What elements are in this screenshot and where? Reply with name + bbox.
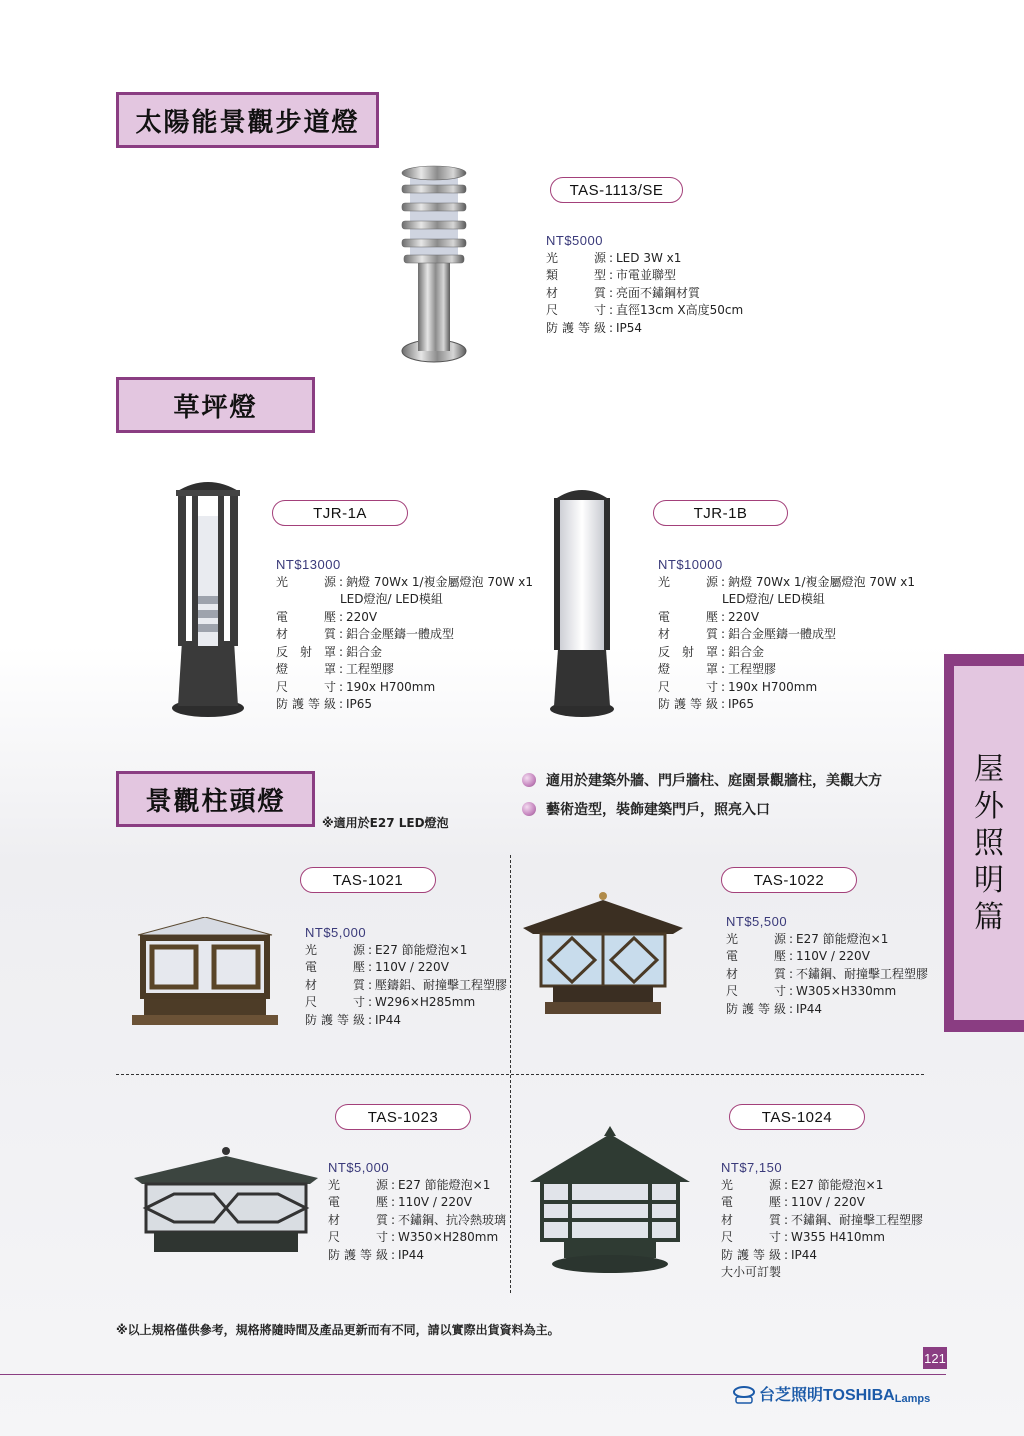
- model-label: TAS-1021: [300, 867, 436, 893]
- spec-label: 尺寸: [305, 995, 365, 1009]
- side-tab-char: 明: [974, 862, 1004, 898]
- model-label: TAS-1023: [335, 1104, 471, 1130]
- price: NT$5,000: [305, 925, 367, 940]
- spec-value: 市電並聯型: [616, 268, 677, 282]
- spec-label: 防護等級: [276, 697, 336, 711]
- spec-value: 110V / 220V: [791, 1195, 865, 1209]
- spec-label: 尺寸: [721, 1230, 781, 1244]
- spec-row: 尺寸 : W296×H285mm: [305, 994, 507, 1012]
- section-title-text: 景觀柱頭燈: [145, 786, 286, 817]
- spec-row: 尺寸 : W305×H330mm: [726, 983, 928, 1001]
- spec-label: 光源: [305, 942, 365, 957]
- spec-row: 電壓 : 110V / 220V: [328, 1194, 506, 1212]
- bullet-text: 適用於建築外牆、門戶牆柱、庭園景觀牆柱，美觀大方: [546, 773, 882, 789]
- spec-label: 防護等級: [305, 1012, 365, 1027]
- product-image-tas1022: [523, 890, 683, 1016]
- spec-label: 光源: [328, 1177, 388, 1192]
- spec-block-tjr1b: [658, 556, 915, 714]
- spec-row: 材質 : 不鏽鋼、耐撞擊工程塑膠: [721, 1212, 923, 1230]
- grid-divider-horizontal: [116, 1074, 924, 1075]
- spec-row: 光源 : E27 節能燈泡×1: [721, 1177, 923, 1195]
- spec-label: 材質: [726, 966, 786, 981]
- spec-row: 材質 : 不鏽鋼、抗冷熱玻璃: [328, 1212, 506, 1230]
- spec-row: 防護等級 : IP44: [305, 1012, 507, 1030]
- feature-bullet: [522, 799, 770, 819]
- spec-value: 壓鑄鋁、耐撞擊工程塑膠: [375, 977, 508, 992]
- spec-value: 鈉燈 70Wx 1/複金屬燈泡 70W x1: [346, 574, 534, 589]
- product-image-tas1021: [130, 917, 280, 1029]
- spec-row: 光源 : 鈉燈 70Wx 1/複金屬燈泡 70W x1: [658, 574, 915, 592]
- spec-value-continued: LED燈泡/ LED模組: [340, 592, 443, 606]
- spec-value: 190x H700mm: [728, 679, 818, 694]
- brand-logo: [733, 1382, 930, 1405]
- spec-row: 類型 : 市電並聯型: [546, 267, 743, 285]
- spec-value: 不鏽鋼、抗冷熱玻璃: [398, 1212, 507, 1227]
- feature-bullet: [522, 770, 882, 790]
- spec-row: 電壓 : 220V: [276, 609, 533, 627]
- spec-row: 防護等級 : IP44: [721, 1247, 923, 1265]
- spec-block-tas1113: [546, 232, 743, 337]
- page-number: 121: [923, 1347, 947, 1369]
- spec-row: 電壓 : 110V / 220V: [305, 959, 507, 977]
- spec-label: 尺寸: [658, 679, 718, 694]
- price: NT$10000: [658, 557, 723, 572]
- spec-row: 電壓 : 220V: [658, 609, 915, 627]
- footer-rule: [0, 1374, 946, 1375]
- section-title-text: 草坪燈: [173, 392, 258, 423]
- spec-label: 尺寸: [328, 1230, 388, 1244]
- price: NT$5,500: [726, 914, 788, 929]
- price: NT$7,150: [721, 1160, 783, 1175]
- spec-row: 尺寸 : 190x H700mm: [658, 679, 915, 697]
- model-label: TAS-1024: [729, 1104, 865, 1130]
- spec-label: 光源: [721, 1177, 781, 1192]
- spec-value: 不鏽鋼、耐撞擊工程塑膠: [796, 966, 929, 981]
- model-label: TAS-1113/SE: [550, 177, 683, 203]
- price: NT$5,000: [328, 1160, 390, 1175]
- side-tab-char: 照: [974, 825, 1004, 861]
- spec-extra-note: 大小可訂製: [721, 1265, 782, 1279]
- product-image-tas1113: [392, 163, 476, 365]
- spec-value: 工程塑膠: [346, 662, 395, 676]
- spec-block-tas1022: [726, 913, 928, 1018]
- spec-value: LED 3W x1: [616, 250, 682, 265]
- spec-value: 110V / 220V: [398, 1195, 472, 1209]
- spec-label: 尺寸: [546, 303, 606, 317]
- spec-row: 電壓 : 110V / 220V: [726, 948, 928, 966]
- spec-value: 工程塑膠: [728, 662, 777, 676]
- spec-label: 防護等級: [546, 320, 606, 335]
- spec-value: W296×H285mm: [375, 995, 476, 1009]
- spec-label: 材質: [305, 977, 365, 992]
- product-image-tas1023: [134, 1146, 318, 1256]
- price: NT$5000: [546, 233, 603, 248]
- section-title-text: 太陽能景觀步道燈: [135, 107, 360, 138]
- spec-value: IP65: [728, 697, 755, 711]
- price: NT$13000: [276, 557, 341, 572]
- spec-label: 電壓: [328, 1195, 388, 1209]
- spec-row: 反射罩 : 鋁合金: [658, 644, 915, 662]
- brand-mark-icon: [733, 1385, 755, 1405]
- section-title-solar: [116, 92, 379, 148]
- spec-value: W350×H280mm: [398, 1230, 499, 1244]
- spec-label: 材質: [721, 1212, 781, 1227]
- spec-label: 尺寸: [726, 984, 786, 998]
- model-label: TAS-1022: [721, 867, 857, 893]
- spec-label: 類型: [546, 268, 606, 282]
- product-image-tas1024: [530, 1126, 690, 1276]
- spec-value: IP44: [375, 1012, 402, 1027]
- spec-label: 防護等級: [721, 1247, 781, 1262]
- spec-value: 直徑13cm X高度50cm: [616, 303, 744, 317]
- spec-value: 亮面不鏽鋼材質: [616, 285, 701, 300]
- spec-block-tas1023: [328, 1159, 506, 1264]
- product-image-tjr1a: [168, 476, 248, 718]
- spec-value: 鋁合金壓鑄一體成型: [728, 627, 837, 641]
- spec-row: 燈罩 : 工程塑膠: [276, 661, 533, 679]
- spec-row: 電壓 : 110V / 220V: [721, 1194, 923, 1212]
- spec-label: 電壓: [721, 1195, 781, 1209]
- model-label: TJR-1A: [272, 500, 408, 526]
- product-image-tjr1b: [548, 484, 616, 718]
- spec-value: IP44: [398, 1247, 425, 1262]
- spec-label: 防護等級: [658, 697, 718, 711]
- spec-label: 材質: [328, 1212, 388, 1227]
- spec-row: 尺寸 : W350×H280mm: [328, 1229, 506, 1247]
- spec-block-tjr1a: [276, 556, 533, 714]
- brand-name-en: TOSHIBA: [823, 1387, 895, 1404]
- spec-label: 光源: [546, 250, 606, 265]
- spec-label: 材質: [658, 627, 718, 641]
- spec-row: 尺寸 : 直徑13cm X高度50cm: [546, 302, 743, 320]
- spec-row: 材質 : 不鏽鋼、耐撞擊工程塑膠: [726, 966, 928, 984]
- side-tab: [944, 654, 1024, 1032]
- spec-value: E27 節能燈泡×1: [791, 1177, 884, 1192]
- footer-note: ※以上規格僅供參考，規格將隨時間及產品更新而有不同，請以實際出貨資料為主。: [116, 1323, 560, 1337]
- spec-label: 反射罩: [276, 644, 336, 659]
- spec-block-tas1021: [305, 924, 507, 1029]
- brand-name-cn: 台芝照明: [759, 1385, 824, 1404]
- brand-suffix: Lamps: [894, 1393, 931, 1405]
- spec-label: 燈罩: [658, 662, 718, 676]
- spec-row: 材質 : 亮面不鏽鋼材質: [546, 285, 743, 303]
- spec-row: 防護等級 : IP44: [328, 1247, 506, 1265]
- spec-value: IP54: [616, 320, 643, 335]
- spec-label: 防護等級: [726, 1001, 786, 1016]
- spec-value: 110V / 220V: [375, 960, 449, 974]
- spec-label: 尺寸: [276, 679, 336, 694]
- spec-value-continued: LED燈泡/ LED模組: [722, 592, 825, 606]
- spec-label: 防護等級: [328, 1247, 388, 1262]
- spec-value: 鋁合金: [728, 644, 765, 659]
- spec-label: 電壓: [658, 609, 718, 624]
- spec-row: 燈罩 : 工程塑膠: [658, 661, 915, 679]
- side-tab-char: 屋: [974, 751, 1004, 787]
- spec-label: 電壓: [276, 609, 336, 624]
- spec-value: IP44: [791, 1247, 818, 1262]
- spec-row: 光源 : LED 3W x1: [546, 250, 743, 268]
- spec-label: 材質: [546, 285, 606, 300]
- spec-value: 鋁合金: [346, 644, 383, 659]
- model-label: TJR-1B: [653, 500, 788, 526]
- spec-label: 電壓: [305, 960, 365, 974]
- spec-label: 光源: [726, 931, 786, 946]
- spec-value: W355 H410mm: [791, 1230, 885, 1244]
- spec-value: IP65: [346, 697, 373, 711]
- bullet-text: 藝術造型，裝飾建築門戶，照亮入口: [546, 802, 770, 818]
- spec-value: IP44: [796, 1001, 823, 1016]
- spec-row: 尺寸 : 190x H700mm: [276, 679, 533, 697]
- section-title-pillar: [116, 771, 315, 827]
- spec-row: 材質 : 鋁合金壓鑄一體成型: [276, 626, 533, 644]
- spec-value: 190x H700mm: [346, 679, 436, 694]
- spec-label: 反射罩: [658, 644, 718, 659]
- spec-value: 110V / 220V: [796, 949, 870, 963]
- spec-row: 材質 : 壓鑄鋁、耐撞擊工程塑膠: [305, 977, 507, 995]
- spec-row: 材質 : 鋁合金壓鑄一體成型: [658, 626, 915, 644]
- spec-block-tas1024: [721, 1159, 923, 1282]
- spec-row: 反射罩 : 鋁合金: [276, 644, 533, 662]
- bullet-icon: [522, 802, 536, 816]
- spec-label: 光源: [276, 574, 336, 589]
- side-tab-label: [954, 666, 1024, 1020]
- pillar-note: ※適用於E27 LED燈泡: [322, 816, 449, 830]
- spec-row: 光源 : E27 節能燈泡×1: [328, 1177, 506, 1195]
- spec-label: 光源: [658, 574, 718, 589]
- section-title-lawn: [116, 377, 315, 433]
- spec-value: 不鏽鋼、耐撞擊工程塑膠: [791, 1212, 924, 1227]
- spec-row: 尺寸 : W355 H410mm: [721, 1229, 923, 1247]
- spec-row: 光源 : E27 節能燈泡×1: [305, 942, 507, 960]
- side-tab-char: 外: [974, 788, 1004, 824]
- spec-value: E27 節能燈泡×1: [375, 942, 468, 957]
- spec-label: 材質: [276, 627, 336, 641]
- spec-row: 光源 : E27 節能燈泡×1: [726, 931, 928, 949]
- spec-row: 防護等級 : IP44: [726, 1001, 928, 1019]
- bullet-icon: [522, 773, 536, 787]
- spec-row: 光源 : 鈉燈 70Wx 1/複金屬燈泡 70W x1: [276, 574, 533, 592]
- spec-row: 防護等級 : IP65: [276, 696, 533, 714]
- side-tab-char: 篇: [974, 899, 1004, 935]
- spec-value: 鋁合金壓鑄一體成型: [346, 627, 455, 641]
- spec-value: 鈉燈 70Wx 1/複金屬燈泡 70W x1: [728, 574, 916, 589]
- spec-value: 220V: [346, 609, 378, 624]
- spec-value: 220V: [728, 609, 760, 624]
- spec-label: 電壓: [726, 949, 786, 963]
- spec-value: E27 節能燈泡×1: [398, 1177, 491, 1192]
- spec-value: E27 節能燈泡×1: [796, 931, 889, 946]
- spec-row: 防護等級 : IP65: [658, 696, 915, 714]
- spec-row: 防護等級 : IP54: [546, 320, 743, 338]
- spec-value: W305×H330mm: [796, 984, 897, 998]
- spec-label: 燈罩: [276, 662, 336, 676]
